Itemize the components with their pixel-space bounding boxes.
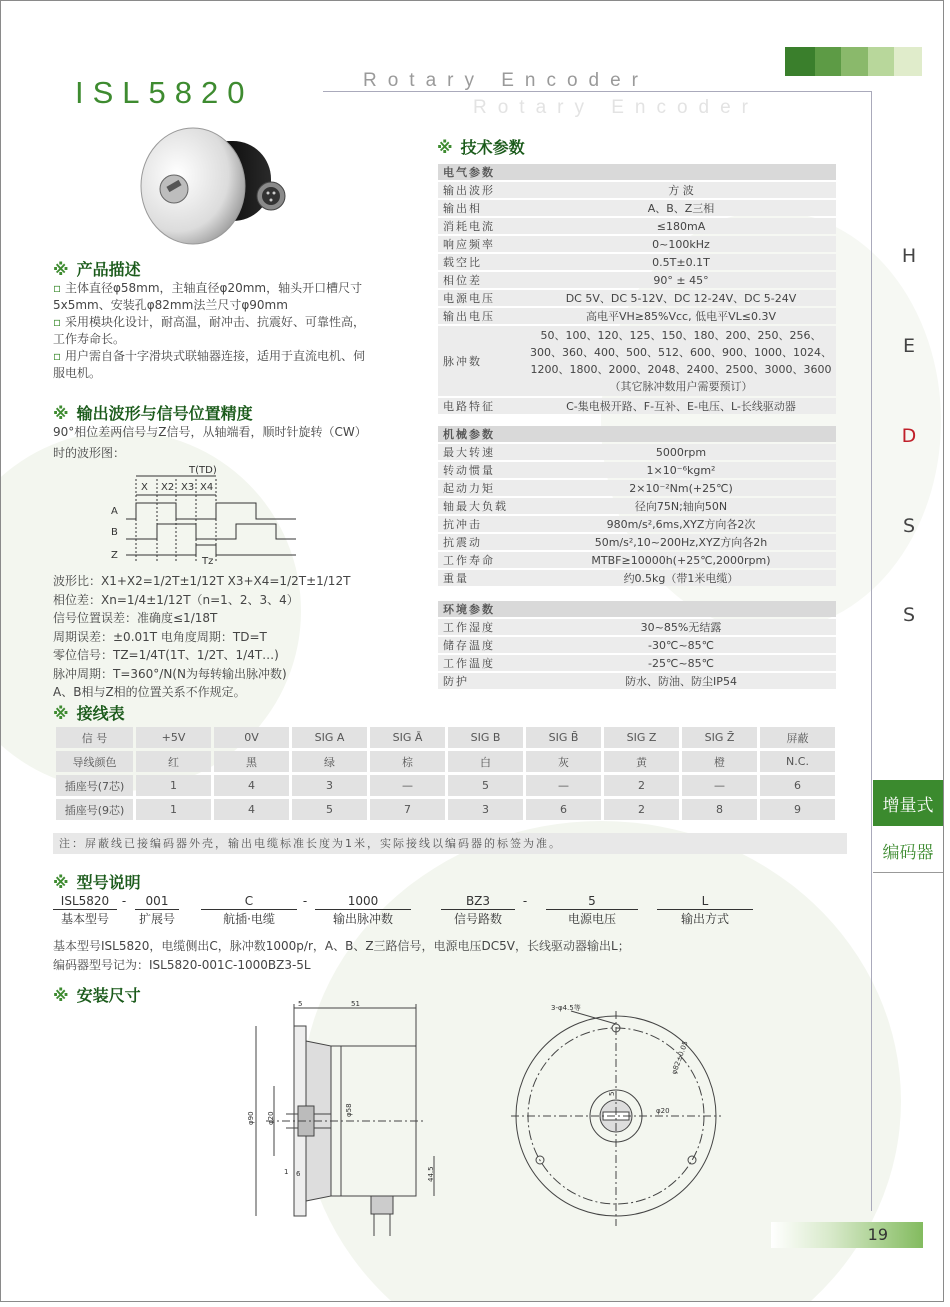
code-dash: - xyxy=(522,894,528,908)
code-signal: BZ3 信号路数 xyxy=(441,894,515,927)
ch-label: Z xyxy=(111,550,118,561)
swatch-4 xyxy=(868,47,894,76)
dim-label: φ58 xyxy=(345,1103,353,1117)
tz-label: Tz xyxy=(202,556,214,567)
code-dash: - xyxy=(302,894,308,908)
signal-b xyxy=(126,524,296,539)
spec-electrical: 电气参数 输出波形 方 波 输出相 A、B、Z三相 消耗电流 ≤180mA 响应频率 0~100kHz 载空比 0.5T±0.1T 相位差 90° ± 45° 电源电压 DC 5V、DC 5-12V、DC 12-24V、DC 5-24V 输出电压 高电平VH≥85%Vcc, 低电平VL≤0.3V 脉冲数 50、100、120、125、150、180、200、250、256、 300、360、400、500、512、600、900、1000、1024、 1200、1800、2000、2048、2400、2500、3000、3600 （其它脉冲数用户需要预订） 电路特征 C-集电极开路、F-互补、E-电压、L-长线驱动器 xyxy=(438,162,836,416)
table-row: 导线颜色 红 黑 绿 棕 白 灰 黄 橙 N.C. xyxy=(56,751,835,772)
dim-label: φ20 xyxy=(267,1111,275,1125)
swatch-5 xyxy=(894,47,922,76)
ch-label: B xyxy=(111,527,118,538)
side-letter-d: D xyxy=(901,425,917,447)
code-conn: C 航插·电缆 xyxy=(201,894,297,927)
side-letter-h: H xyxy=(901,245,917,267)
dim-label: 51 xyxy=(351,1000,360,1008)
swatch-2 xyxy=(815,47,841,76)
category-label: 编码器 xyxy=(873,828,943,873)
dim-label: 6 xyxy=(296,1170,301,1178)
encoder-flange xyxy=(141,128,245,244)
model-example: 基本型号ISL5820，电缆侧出C，脉冲数1000p/r，A、B、Z三路信号，电源电压DC5V，长线驱动器输出L； 编码器型号记为：ISL5820-001C-1000BZ3-5L xyxy=(53,939,630,972)
section-spec: ※ 技术参数 xyxy=(437,138,525,157)
dim-label: 5 xyxy=(608,1091,616,1096)
wiring-table xyxy=(53,724,838,823)
spec-mechanical: 机械参数 最大转速 5000rpm 转动惯量 1×10⁻⁶kgm² 起动力矩 2×10⁻²Nm(+25℃) 轴最大负载 径向75N;轴向50N 抗冲击 980m/s²,6ms,XYZ方向各2次 抗震动 50m/s²,10~200Hz,XYZ方向各2h 工作寿命 MTBF≥10000h(+25℃,2000rpm) 重量 约0.5kg（带1米电缆） xyxy=(438,424,836,588)
code-pulse: 1000 输出脉冲数 xyxy=(315,894,411,927)
section-desc: ※ 产品描述 xyxy=(53,260,141,279)
dim-label: 5 xyxy=(298,1000,303,1008)
subtitle-echo: Rotary Encoder xyxy=(473,97,760,118)
spec-group-title: 电气参数 xyxy=(438,164,836,180)
x-label: X2 xyxy=(161,482,175,493)
front-view-drawing xyxy=(506,996,736,1231)
page-number: 19 xyxy=(771,1222,923,1248)
dim-label: φ90 xyxy=(247,1111,255,1125)
dim-label: 44.5 xyxy=(427,1166,435,1182)
model-title: ISL5820 xyxy=(75,75,254,110)
waveform-diagram xyxy=(101,461,311,571)
code-voltage: 5 电源电压 xyxy=(546,894,638,927)
x-label: X3 xyxy=(181,482,195,493)
table-row: 插座号(7芯) 1 4 3 — 5 — 2 — 6 xyxy=(56,775,835,796)
side-letter-e: E xyxy=(902,335,915,357)
side-letter-s1: S xyxy=(902,515,916,537)
side-view-drawing xyxy=(236,996,446,1246)
swatch-3 xyxy=(841,47,868,76)
swatch-1 xyxy=(785,47,815,76)
section-model: ※ 型号说明 xyxy=(53,873,141,892)
code-dash: - xyxy=(121,894,127,908)
desc-item: ▫ 采用模块化设计，耐高温，耐冲击、抗震好、可靠性高，工作寿命长。 xyxy=(53,315,365,346)
code-ext: 001 扩展号 xyxy=(135,894,179,927)
spec-environment: 环境参数 工作湿度 30~85%无结露 储存温度 -30℃~85℃ 工作温度 -25℃~85℃ 防护 防水、防油、防尘IP54 xyxy=(438,599,836,691)
dim-label: 1 xyxy=(284,1168,289,1176)
side-rule xyxy=(871,91,872,1211)
category-badge: 增量式 xyxy=(873,780,943,826)
signal-a xyxy=(126,503,296,519)
dim-label: φ82±0.05 xyxy=(670,1039,690,1076)
x-label: X4 xyxy=(200,482,214,493)
spec-group-title: 环境参数 xyxy=(438,601,836,617)
section-mount: ※ 安装尺寸 xyxy=(53,986,141,1005)
desc-item: ▫ 用户需自备十字滑块式联轴器连接，适用于直流电机、伺服电机。 xyxy=(53,349,365,380)
dim-label: 3-φ4.5等 xyxy=(551,1004,581,1012)
section-wiring: ※ 接线表 xyxy=(53,704,125,723)
wave-notes: 波形比：X1+X2=1/2T±1/12T X3+X4=1/2T±1/12T 相位差：Xn=1/4±1/12T（n=1、2、3、4） 信号位置误差：准确度≤1/18T 周期误差：±0.01T 电角度周期：TD=T 零位信号：TZ=1/4T(1T、1/2T、1/4T…) 脉冲周期：T=360°/N(N为每转输出脉冲数) A、B相与Z相的位置关系不作规定。 xyxy=(53,574,351,699)
ch-label: A xyxy=(111,506,118,517)
code-output: L 输出方式 xyxy=(657,894,753,927)
table-row: 插座号(9芯) 1 4 5 7 3 6 2 8 9 xyxy=(56,799,835,820)
spec-group-title: 机械参数 xyxy=(438,426,836,442)
bullet-icon: ▫ xyxy=(53,315,62,329)
wave-intro: 90°相位差两信号与Z信号，从轴端看，顺时针旋转（CW）时的波形图： xyxy=(53,425,367,460)
table-row: 信 号 +5V 0V SIG A SIG Ā SIG B SIG B̄ SIG Z SIG Z̄ 屏蔽 xyxy=(56,727,835,748)
description xyxy=(53,280,373,382)
desc-item: ▫ 主体直径φ58mm，主轴直径φ20mm，轴头开口槽尺寸5x5mm、安装孔φ82mm法兰尺寸φ90mm xyxy=(53,281,363,312)
dim-label: φ20 xyxy=(656,1107,670,1115)
x-label: X xyxy=(141,482,148,493)
bullet-icon: ▫ xyxy=(53,349,62,363)
period-label: T(TD) xyxy=(189,465,217,476)
side-letter-s2: S xyxy=(902,604,916,626)
section-wave: ※ 输出波形与信号位置精度 xyxy=(53,404,253,423)
wiring-note: 注：屏蔽线已接编码器外壳，输出电缆标准长度为1米，实际接线以编码器的标签为准。 xyxy=(53,833,847,854)
code-base: ISL5820 基本型号 xyxy=(53,894,117,927)
bullet-icon: ▫ xyxy=(53,281,62,295)
subtitle: Rotary Encoder xyxy=(363,70,650,91)
signal-z xyxy=(126,545,296,555)
encoder-photo xyxy=(131,121,291,261)
